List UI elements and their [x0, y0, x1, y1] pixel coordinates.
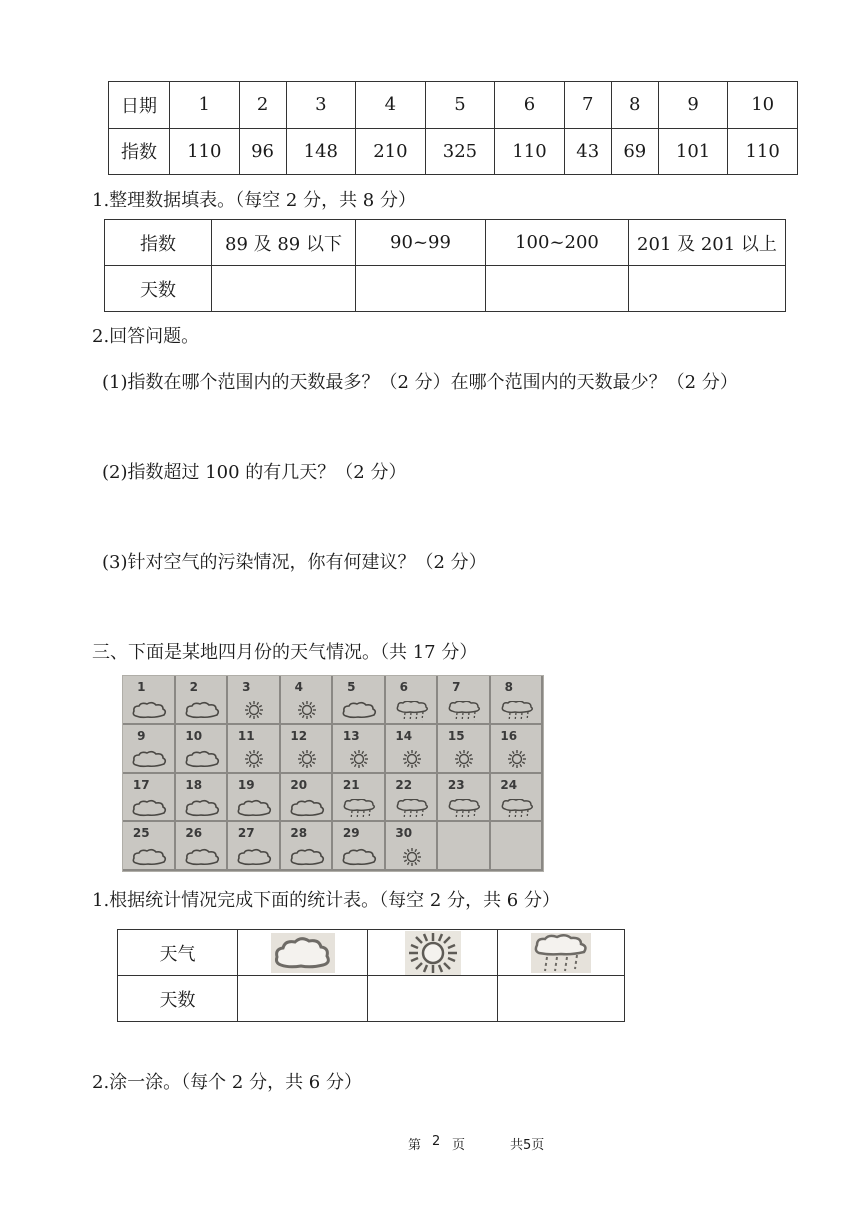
cloud-icon [184, 848, 220, 870]
calendar-day-number: 23 [447, 777, 465, 792]
calendar-day-cell [438, 676, 491, 725]
index-row [109, 128, 798, 175]
index-cell: 148 [286, 128, 356, 175]
rain-icon [446, 799, 482, 823]
range-table [104, 219, 786, 312]
calendar-day-number: 13 [342, 728, 360, 743]
answer-blank[interactable] [498, 976, 625, 1022]
calendar-day-cell [333, 774, 386, 823]
calendar-day-number: 11 [237, 728, 255, 743]
calendar-day-cell [228, 774, 281, 823]
calendar-day-number: 26 [185, 826, 203, 841]
calendar-day-cell [386, 822, 439, 871]
calendar-day-cell [281, 725, 334, 774]
calendar-day-number: 25 [132, 826, 150, 841]
calendar-day-cell [491, 774, 544, 823]
page-number-prefix: 第 [408, 1138, 422, 1153]
april-weather-calendar-photo [122, 675, 544, 872]
cloud-icon [131, 848, 167, 870]
calendar-day-cell [438, 822, 491, 871]
calendar-day-cell [176, 676, 229, 725]
sun-cell [368, 930, 498, 976]
date-cell: 6 [495, 82, 565, 129]
cloud-icon [341, 701, 377, 723]
calendar-day-number: 19 [237, 777, 255, 792]
calendar-day-number: 24 [500, 777, 518, 792]
calendar-day-number: 5 [347, 680, 356, 694]
calendar-day-number: 18 [185, 777, 203, 792]
calendar-day-number: 28 [290, 826, 308, 841]
index-header: 指数 [109, 128, 170, 175]
calendar-day-number: 16 [500, 728, 518, 743]
rain-icon [499, 701, 535, 725]
date-cell: 2 [239, 82, 286, 129]
aqi-data-table [108, 81, 798, 175]
calendar-day-cell [176, 774, 229, 823]
answer-blank[interactable] [486, 266, 629, 312]
calendar-day-number: 8 [504, 680, 513, 694]
calendar-day-cell [438, 774, 491, 823]
calendar-day-number: 6 [399, 680, 408, 694]
cloud-icon [184, 701, 220, 723]
sun-icon [394, 848, 430, 870]
date-header: 日期 [109, 82, 170, 129]
index-cell: 110 [728, 128, 798, 175]
page-number: 2 [432, 1134, 441, 1149]
rain-icon [341, 799, 377, 823]
rain-icon [394, 701, 430, 725]
calendar-day-cell [386, 725, 439, 774]
cloud-icon [236, 848, 272, 870]
sun-icon [289, 750, 325, 772]
calendar-day-number: 9 [137, 728, 146, 743]
calendar-day-cell [281, 774, 334, 823]
cloud-icon [289, 799, 325, 821]
calendar-day-cell [176, 725, 229, 774]
date-cell: 7 [564, 82, 611, 129]
days-row [105, 266, 786, 312]
date-cell: 8 [611, 82, 658, 129]
date-row [109, 82, 798, 129]
range-header-row [105, 220, 786, 266]
calendar-day-number: 17 [132, 777, 150, 792]
section-3-question-1-title: 1.根据统计情况完成下面的统计表。（每空 2 分，共 6 分） [92, 890, 560, 911]
calendar-day-number: 4 [294, 680, 303, 694]
sun-icon [236, 750, 272, 772]
weather-row [118, 930, 625, 976]
index-cell: 110 [495, 128, 565, 175]
cloud-icon [271, 933, 335, 973]
question-2-sub3: (3)针对空气的污染情况，你有何建议？（2 分） [102, 552, 487, 573]
calendar-day-number: 14 [395, 728, 413, 743]
calendar-day-cell [333, 822, 386, 871]
sun-icon [446, 750, 482, 772]
weather-stats-table [117, 929, 625, 1022]
section-3-title: 三、下面是某地四月份的天气情况。（共 17 分） [92, 642, 478, 663]
calendar-day-cell [123, 676, 176, 725]
rain-icon [499, 799, 535, 823]
cloud-icon [131, 750, 167, 772]
calendar-day-cell [491, 725, 544, 774]
calendar-day-number: 10 [185, 728, 203, 743]
sun-icon [394, 750, 430, 772]
calendar-day-cell [491, 822, 544, 871]
calendar-day-number: 27 [237, 826, 255, 841]
weather-label: 天气 [118, 930, 238, 976]
calendar-day-cell [228, 676, 281, 725]
index-cell: 69 [611, 128, 658, 175]
calendar-day-number: 7 [452, 680, 461, 694]
rain-icon [531, 933, 591, 973]
date-cell: 4 [356, 82, 426, 129]
question-1-title: 1.整理数据填表。（每空 2 分，共 8 分） [92, 190, 416, 211]
sun-icon [289, 701, 325, 723]
calendar-day-number: 22 [395, 777, 413, 792]
calendar-day-number: 12 [290, 728, 308, 743]
calendar-day-number: 29 [342, 826, 360, 841]
cloud-icon [289, 848, 325, 870]
range-cell: 89 及 89 以下 [212, 220, 356, 266]
answer-blank[interactable] [356, 266, 486, 312]
calendar-day-cell [333, 725, 386, 774]
cloud-icon [131, 799, 167, 821]
index-cell: 210 [356, 128, 426, 175]
range-cell: 201 及 201 以上 [629, 220, 786, 266]
cloud-icon [131, 701, 167, 723]
rain-icon [446, 701, 482, 725]
calendar-day-number: 20 [290, 777, 308, 792]
sun-icon [341, 750, 377, 772]
answer-blank[interactable] [368, 976, 498, 1022]
rain-icon [394, 799, 430, 823]
sun-icon [236, 701, 272, 723]
calendar-day-number: 1 [137, 680, 146, 694]
weather-days-label: 天数 [118, 976, 238, 1022]
answer-blank[interactable] [212, 266, 356, 312]
index-cell: 110 [170, 128, 240, 175]
calendar-day-cell [386, 774, 439, 823]
calendar-day-cell [281, 822, 334, 871]
calendar-day-cell [176, 822, 229, 871]
rain-cell [498, 930, 625, 976]
date-cell: 10 [728, 82, 798, 129]
index-cell: 96 [239, 128, 286, 175]
range-cell: 90~99 [356, 220, 486, 266]
weather-days-row [118, 976, 625, 1022]
cloud-icon [184, 750, 220, 772]
index-cell: 325 [425, 128, 495, 175]
date-cell: 5 [425, 82, 495, 129]
date-cell: 3 [286, 82, 356, 129]
calendar-day-number: 15 [447, 728, 465, 743]
calendar-day-cell [123, 725, 176, 774]
calendar-day-cell [438, 725, 491, 774]
calendar-day-cell [228, 822, 281, 871]
calendar-day-cell [123, 774, 176, 823]
calendar-day-number: 2 [189, 680, 198, 694]
cloud-icon [184, 799, 220, 821]
calendar-day-number: 3 [242, 680, 251, 694]
calendar-day-number: 21 [342, 777, 360, 792]
question-2-title: 2.回答问题。 [92, 326, 200, 347]
calendar-day-cell [333, 676, 386, 725]
calendar-day-cell [123, 822, 176, 871]
page-number-suffix: 页 [452, 1138, 466, 1153]
range-label: 指数 [105, 220, 212, 266]
answer-blank[interactable] [629, 266, 786, 312]
cloud-icon [341, 848, 377, 870]
cloud-icon [236, 799, 272, 821]
answer-blank[interactable] [238, 976, 368, 1022]
page-total: 共5页 [510, 1138, 545, 1153]
days-label: 天数 [105, 266, 212, 312]
calendar-day-cell [281, 676, 334, 725]
date-cell: 9 [658, 82, 728, 129]
sun-icon [405, 931, 461, 975]
calendar-day-number: 30 [395, 826, 413, 841]
index-cell: 43 [564, 128, 611, 175]
date-cell: 1 [170, 82, 240, 129]
calendar-day-cell [228, 725, 281, 774]
sun-icon [499, 750, 535, 772]
calendar-day-cell [491, 676, 544, 725]
question-2-sub1: (1)指数在哪个范围内的天数最多？（2 分）在哪个范围内的天数最少？（2 分） [102, 372, 738, 393]
cloud-cell [238, 930, 368, 976]
question-2-sub2: (2)指数超过 100 的有几天？（2 分） [102, 462, 407, 483]
index-cell: 101 [658, 128, 728, 175]
range-cell: 100~200 [486, 220, 629, 266]
section-3-question-2-title: 2.涂一涂。（每个 2 分，共 6 分） [92, 1072, 362, 1093]
calendar-day-cell [386, 676, 439, 725]
